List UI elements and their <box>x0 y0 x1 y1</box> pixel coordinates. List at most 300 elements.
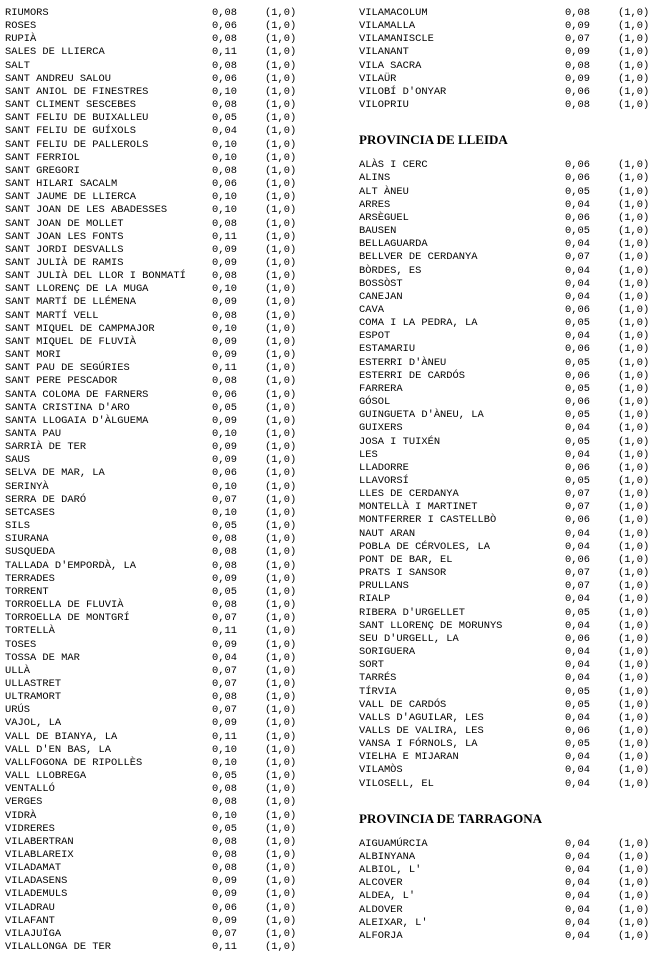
municipality-value: 0,08 <box>212 533 237 546</box>
municipality-factor: (1,0) <box>265 20 297 33</box>
municipality-factor: (1,0) <box>265 59 297 72</box>
municipality-name: SETCASES <box>5 506 55 519</box>
municipality-value: 0,05 <box>212 585 237 598</box>
municipality-factor: (1,0) <box>618 303 650 316</box>
municipality-name: VILOSELL, EL <box>359 777 434 790</box>
municipality-factor: (1,0) <box>618 724 650 737</box>
municipality-factor: (1,0) <box>265 822 297 835</box>
municipality-row <box>359 251 659 264</box>
municipality-value: 0,07 <box>565 33 590 46</box>
municipality-row <box>5 823 305 836</box>
municipality-name: BÒRDES, ES <box>359 264 422 277</box>
municipality-name: VILADEMULS <box>5 888 68 901</box>
municipality-value: 0,04 <box>565 277 590 290</box>
municipality-name: VALL DE BIANYA, LA <box>5 730 118 743</box>
municipality-row <box>359 607 659 620</box>
municipality-row <box>359 567 659 580</box>
municipality-name: SANT FERRIOL <box>5 151 80 164</box>
municipality-value: 0,10 <box>212 743 237 756</box>
municipality-name: VANSA I FÓRNOLS, LA <box>359 738 478 751</box>
municipality-row <box>5 125 305 138</box>
municipality-name: ULLÀ <box>5 664 30 677</box>
municipality-factor: (1,0) <box>265 99 297 112</box>
municipality-name: SANT JULIÀ DEL LLOR I BONMATÍ <box>5 270 186 283</box>
municipality-name: TÍRVIA <box>359 685 397 698</box>
municipality-row <box>359 877 659 890</box>
municipality-factor: (1,0) <box>265 717 297 730</box>
municipality-factor: (1,0) <box>265 730 297 743</box>
municipality-name: ULTRAMORT <box>5 691 62 704</box>
municipality-factor: (1,0) <box>265 256 297 269</box>
municipality-name: VILANANT <box>359 46 409 59</box>
municipality-value: 0,04 <box>565 864 590 877</box>
municipality-name: VAJOL, LA <box>5 717 62 730</box>
municipality-name: ALT ÀNEU <box>359 185 409 198</box>
municipality-row <box>5 520 305 533</box>
municipality-value: 0,05 <box>565 475 590 487</box>
municipality-row <box>359 317 659 330</box>
municipality-factor: (1,0) <box>618 396 650 409</box>
municipality-row <box>5 362 305 375</box>
municipality-factor: (1,0) <box>618 159 650 172</box>
municipality-row <box>359 864 659 877</box>
municipality-row <box>5 33 305 46</box>
municipality-row <box>5 507 305 520</box>
municipality-name: RUPIÀ <box>5 33 37 46</box>
municipality-name: TORROELLA DE FLUVIÀ <box>5 599 124 612</box>
municipality-value: 0,08 <box>212 59 237 72</box>
municipality-row <box>359 633 659 646</box>
municipality-row <box>5 810 305 823</box>
municipality-name: SORT <box>359 659 384 672</box>
municipality-row <box>359 172 659 185</box>
municipality-row <box>5 625 305 638</box>
municipality-factor: (1,0) <box>265 125 297 138</box>
municipality-factor: (1,0) <box>618 409 650 422</box>
municipality-row <box>359 475 659 488</box>
municipality-factor: (1,0) <box>618 435 650 448</box>
municipality-value: 0,04 <box>565 330 590 343</box>
municipality-name: SEU D'URGELL, LA <box>359 632 459 645</box>
municipality-row <box>359 764 659 777</box>
municipality-value: 0,07 <box>212 493 237 506</box>
municipality-name: ESPOT <box>359 330 391 343</box>
municipality-row <box>5 204 305 217</box>
municipality-row <box>359 436 659 449</box>
municipality-value: 0,04 <box>565 890 590 903</box>
municipality-value: 0,11 <box>212 230 237 243</box>
municipality-name: SANT HILARI SACALM <box>5 178 118 191</box>
municipality-row <box>5 546 305 559</box>
municipality-value: 0,10 <box>212 283 237 296</box>
municipality-factor: (1,0) <box>265 72 297 85</box>
municipality-value: 0,11 <box>212 362 237 375</box>
municipality-row <box>5 612 305 625</box>
municipality-factor: (1,0) <box>618 448 650 461</box>
municipality-name: AIGUAMÚRCIA <box>359 837 428 850</box>
municipality-value: 0,07 <box>212 704 237 717</box>
municipality-factor: (1,0) <box>618 553 650 566</box>
municipality-name: GUIXERS <box>359 422 403 435</box>
municipality-row <box>359 33 659 46</box>
municipality-value: 0,04 <box>565 877 590 890</box>
municipality-factor: (1,0) <box>618 864 650 877</box>
municipality-row <box>359 890 659 903</box>
municipality-factor: (1,0) <box>618 619 650 632</box>
municipality-value: 0,06 <box>565 343 590 356</box>
municipality-row <box>359 851 659 864</box>
municipality-row <box>359 554 659 567</box>
municipality-row <box>5 467 305 480</box>
municipality-row <box>359 396 659 409</box>
municipality-name: JOSA I TUIXÉN <box>359 435 441 448</box>
municipality-value: 0,09 <box>565 46 590 59</box>
municipality-row <box>359 672 659 685</box>
municipality-name: SANT LLORENÇ DE MORUNYS <box>359 619 503 632</box>
municipality-name: SANT JULIÀ DE RAMIS <box>5 256 124 269</box>
municipality-value: 0,07 <box>565 567 590 580</box>
municipality-factor: (1,0) <box>265 704 297 717</box>
municipality-factor: (1,0) <box>618 251 650 264</box>
municipality-name: VALLFOGONA DE RIPOLLÈS <box>5 756 143 769</box>
municipality-row <box>5 296 305 309</box>
municipality-factor: (1,0) <box>265 270 297 283</box>
municipality-name: ALINS <box>359 172 391 185</box>
municipality-name: SARRIÀ DE TER <box>5 441 87 454</box>
municipality-row <box>359 528 659 541</box>
municipality-row <box>5 454 305 467</box>
municipality-name: SANT CLIMENT SESCEBES <box>5 99 136 112</box>
municipality-name: VILAFANT <box>5 914 55 927</box>
municipality-factor: (1,0) <box>618 580 650 593</box>
municipality-name: ALÀS I CERC <box>359 159 428 172</box>
municipality-row <box>5 770 305 783</box>
municipality-value: 0,05 <box>565 738 590 751</box>
municipality-value: 0,08 <box>565 7 590 19</box>
municipality-name: PONT DE BAR, EL <box>359 553 453 566</box>
municipality-name: SANT JOAN LES FONTS <box>5 230 124 243</box>
municipality-name: VILALLONGA DE TER <box>5 941 112 954</box>
municipality-name: VIDRÀ <box>5 809 37 822</box>
municipality-name: ALCOVER <box>359 877 403 890</box>
municipality-name: VIDRERES <box>5 822 55 835</box>
municipality-name: VILA SACRA <box>359 59 422 72</box>
municipality-value: 0,04 <box>565 646 590 659</box>
municipality-value: 0,09 <box>212 335 237 348</box>
municipality-value: 0,08 <box>212 99 237 112</box>
municipality-value: 0,06 <box>565 724 590 737</box>
municipality-value: 0,04 <box>565 238 590 251</box>
municipality-name: TERRADES <box>5 572 55 585</box>
municipality-value: 0,07 <box>565 580 590 593</box>
municipality-value: 0,04 <box>565 198 590 211</box>
municipality-value: 0,10 <box>212 322 237 335</box>
municipality-name: SANT MARTÍ VELL <box>5 309 99 322</box>
municipality-factor: (1,0) <box>618 59 650 72</box>
municipality-row <box>359 238 659 251</box>
municipality-row <box>359 159 659 172</box>
municipality-row <box>5 244 305 257</box>
municipality-row <box>359 99 659 112</box>
municipality-name: VILADRAU <box>5 901 55 914</box>
municipality-factor: (1,0) <box>265 599 297 612</box>
municipality-value: 0,09 <box>212 717 237 730</box>
municipality-value: 0,08 <box>212 375 237 388</box>
municipality-row <box>359 699 659 712</box>
municipality-name: VILAJUÏGA <box>5 927 62 940</box>
municipality-name: VILAMÒS <box>359 764 403 777</box>
municipality-value: 0,05 <box>212 822 237 835</box>
municipality-row <box>5 86 305 99</box>
municipality-row <box>5 323 305 336</box>
municipality-row <box>359 357 659 370</box>
municipality-row <box>359 330 659 343</box>
municipality-value: 0,08 <box>212 217 237 230</box>
municipality-name: VALLS D'AGUILAR, LES <box>359 711 484 724</box>
municipality-row <box>5 152 305 165</box>
municipality-factor: (1,0) <box>618 877 650 890</box>
municipality-value: 0,09 <box>212 296 237 309</box>
municipality-name: VERGES <box>5 796 43 809</box>
municipality-name: ALBIOL, L' <box>359 864 422 877</box>
municipality-factor: (1,0) <box>265 217 297 230</box>
municipality-value: 0,09 <box>212 638 237 651</box>
municipality-row <box>359 199 659 212</box>
municipality-row <box>5 257 305 270</box>
municipality-row <box>5 231 305 244</box>
municipality-value: 0,08 <box>212 783 237 796</box>
municipality-factor: (1,0) <box>265 901 297 914</box>
municipality-factor: (1,0) <box>618 290 650 303</box>
municipality-factor: (1,0) <box>618 698 650 711</box>
municipality-row <box>5 270 305 283</box>
left-row-list <box>5 7 305 954</box>
municipality-row <box>359 917 659 930</box>
municipality-factor: (1,0) <box>265 428 297 440</box>
municipality-name: SANTA COLOMA DE FARNERS <box>5 388 149 401</box>
municipality-row <box>359 751 659 764</box>
municipality-value: 0,04 <box>565 764 590 777</box>
municipality-name: CAVA <box>359 303 384 316</box>
municipality-name: SANTA CRISTINA D'ARO <box>5 401 130 414</box>
municipality-factor: (1,0) <box>265 309 297 322</box>
municipality-row <box>5 704 305 717</box>
municipality-value: 0,10 <box>212 138 237 151</box>
municipality-value: 0,08 <box>212 546 237 559</box>
municipality-row <box>359 930 659 943</box>
municipality-factor: (1,0) <box>618 764 650 777</box>
municipality-row <box>5 665 305 678</box>
municipality-row <box>5 375 305 388</box>
municipality-value: 0,04 <box>565 837 590 850</box>
municipality-name: SANT JOAN DE LES ABADESSES <box>5 204 168 217</box>
municipality-value: 0,06 <box>565 632 590 645</box>
municipality-row <box>5 888 305 901</box>
municipality-row <box>359 60 659 73</box>
municipality-name: SERINYÀ <box>5 480 49 493</box>
municipality-row <box>5 836 305 849</box>
lleida-heading: PROVINCIA DE LLEIDA <box>359 132 508 148</box>
municipality-value: 0,04 <box>565 903 590 916</box>
municipality-value: 0,10 <box>212 809 237 822</box>
tarragona-heading: PROVINCIA DE TARRAGONA <box>359 810 542 826</box>
municipality-row <box>5 139 305 152</box>
municipality-factor: (1,0) <box>618 711 650 724</box>
municipality-factor: (1,0) <box>618 33 650 46</box>
municipality-value: 0,10 <box>212 480 237 493</box>
municipality-name: ALDOVER <box>359 903 403 916</box>
municipality-factor: (1,0) <box>265 33 297 46</box>
municipality-value: 0,08 <box>212 599 237 612</box>
municipality-value: 0,10 <box>212 204 237 217</box>
municipality-value: 0,08 <box>212 849 237 861</box>
municipality-row <box>5 717 305 730</box>
municipality-row <box>359 462 659 475</box>
municipality-value: 0,04 <box>565 672 590 685</box>
municipality-value: 0,11 <box>212 941 237 954</box>
municipality-value: 0,04 <box>212 651 237 664</box>
municipality-value: 0,07 <box>212 664 237 677</box>
municipality-name: VILAÜR <box>359 72 397 85</box>
municipality-factor: (1,0) <box>265 941 297 954</box>
municipality-name: LLAVORSÍ <box>359 475 409 487</box>
municipality-factor: (1,0) <box>265 506 297 519</box>
municipality-name: TOSSA DE MAR <box>5 651 80 664</box>
municipality-name: TOSES <box>5 638 37 651</box>
municipality-value: 0,05 <box>565 606 590 619</box>
municipality-name: VALL DE CARDÓS <box>359 698 447 711</box>
municipality-factor: (1,0) <box>618 317 650 330</box>
municipality-value: 0,05 <box>212 112 237 125</box>
municipality-row <box>359 86 659 99</box>
municipality-value: 0,06 <box>565 159 590 172</box>
municipality-name: SALT <box>5 59 30 72</box>
municipality-factor: (1,0) <box>265 651 297 664</box>
municipality-factor: (1,0) <box>618 632 650 645</box>
municipality-factor: (1,0) <box>618 837 650 850</box>
municipality-value: 0,04 <box>565 711 590 724</box>
municipality-name: BAUSEN <box>359 225 397 238</box>
municipality-value: 0,04 <box>212 125 237 138</box>
municipality-name: RIUMORS <box>5 7 49 19</box>
municipality-name: SILS <box>5 520 30 533</box>
municipality-value: 0,06 <box>565 396 590 409</box>
lleida-row-list <box>359 159 659 791</box>
municipality-name: SANT MIQUEL DE CAMPMAJOR <box>5 322 155 335</box>
municipality-name: VILAMALLA <box>359 20 416 33</box>
municipality-row <box>5 389 305 402</box>
municipality-factor: (1,0) <box>618 343 650 356</box>
municipality-row <box>359 20 659 33</box>
municipality-row <box>359 620 659 633</box>
municipality-row <box>5 494 305 507</box>
municipality-name: ALBINYANA <box>359 850 416 863</box>
municipality-value: 0,07 <box>565 501 590 514</box>
municipality-row <box>5 481 305 494</box>
municipality-factor: (1,0) <box>618 99 650 112</box>
municipality-row <box>5 402 305 415</box>
municipality-name: CANEJAN <box>359 290 403 303</box>
municipality-factor: (1,0) <box>618 850 650 863</box>
municipality-factor: (1,0) <box>265 178 297 191</box>
municipality-factor: (1,0) <box>618 903 650 916</box>
municipality-row <box>5 783 305 796</box>
municipality-factor: (1,0) <box>618 514 650 527</box>
municipality-name: VILADAMAT <box>5 862 62 875</box>
municipality-row <box>359 725 659 738</box>
municipality-name: VILADASENS <box>5 875 68 888</box>
municipality-value: 0,08 <box>212 270 237 283</box>
municipality-name: ARSÈGUEL <box>359 211 409 224</box>
municipality-row <box>359 73 659 86</box>
municipality-row <box>359 904 659 917</box>
municipality-name: SANT JORDI DESVALLS <box>5 243 124 256</box>
municipality-row <box>359 304 659 317</box>
municipality-value: 0,05 <box>565 685 590 698</box>
municipality-name: LLADORRE <box>359 461 409 474</box>
municipality-value: 0,06 <box>565 211 590 224</box>
municipality-row <box>359 7 659 20</box>
municipality-value: 0,09 <box>212 914 237 927</box>
municipality-name: SORIGUERA <box>359 646 416 659</box>
municipality-name: SANTA LLOGAIA D'ÀLGUEMA <box>5 414 149 427</box>
municipality-factor: (1,0) <box>618 916 650 929</box>
municipality-row <box>359 686 659 699</box>
municipality-row <box>359 514 659 527</box>
municipality-row <box>359 501 659 514</box>
municipality-name: VILAMANISCLE <box>359 33 434 46</box>
municipality-value: 0,09 <box>212 243 237 256</box>
municipality-name: BELLAGUARDA <box>359 238 428 251</box>
municipality-row <box>5 7 305 20</box>
municipality-value: 0,04 <box>565 916 590 929</box>
municipality-row <box>5 73 305 86</box>
municipality-name: ARRES <box>359 198 391 211</box>
municipality-factor: (1,0) <box>618 369 650 382</box>
right-top-row-list <box>359 7 659 112</box>
municipality-row <box>359 291 659 304</box>
municipality-factor: (1,0) <box>618 172 650 185</box>
municipality-row <box>5 915 305 928</box>
municipality-row <box>5 599 305 612</box>
municipality-value: 0,04 <box>565 929 590 942</box>
municipality-row <box>359 738 659 751</box>
municipality-factor: (1,0) <box>618 738 650 751</box>
municipality-factor: (1,0) <box>265 533 297 546</box>
municipality-factor: (1,0) <box>618 85 650 98</box>
municipality-value: 0,05 <box>212 770 237 783</box>
municipality-row <box>5 191 305 204</box>
municipality-row <box>5 678 305 691</box>
municipality-factor: (1,0) <box>618 929 650 942</box>
municipality-value: 0,07 <box>565 488 590 501</box>
municipality-factor: (1,0) <box>265 112 297 125</box>
municipality-factor: (1,0) <box>618 461 650 474</box>
municipality-value: 0,06 <box>565 172 590 185</box>
municipality-factor: (1,0) <box>265 756 297 769</box>
municipality-factor: (1,0) <box>265 349 297 362</box>
municipality-value: 0,08 <box>212 691 237 704</box>
municipality-name: SANT FELIU DE GUÍXOLS <box>5 125 136 138</box>
municipality-factor: (1,0) <box>618 264 650 277</box>
municipality-row <box>5 862 305 875</box>
municipality-value: 0,11 <box>212 730 237 743</box>
municipality-name: SANT MORI <box>5 349 62 362</box>
left-column <box>5 7 305 954</box>
municipality-name: TARRÉS <box>359 672 397 685</box>
municipality-value: 0,05 <box>565 317 590 330</box>
municipality-factor: (1,0) <box>265 138 297 151</box>
